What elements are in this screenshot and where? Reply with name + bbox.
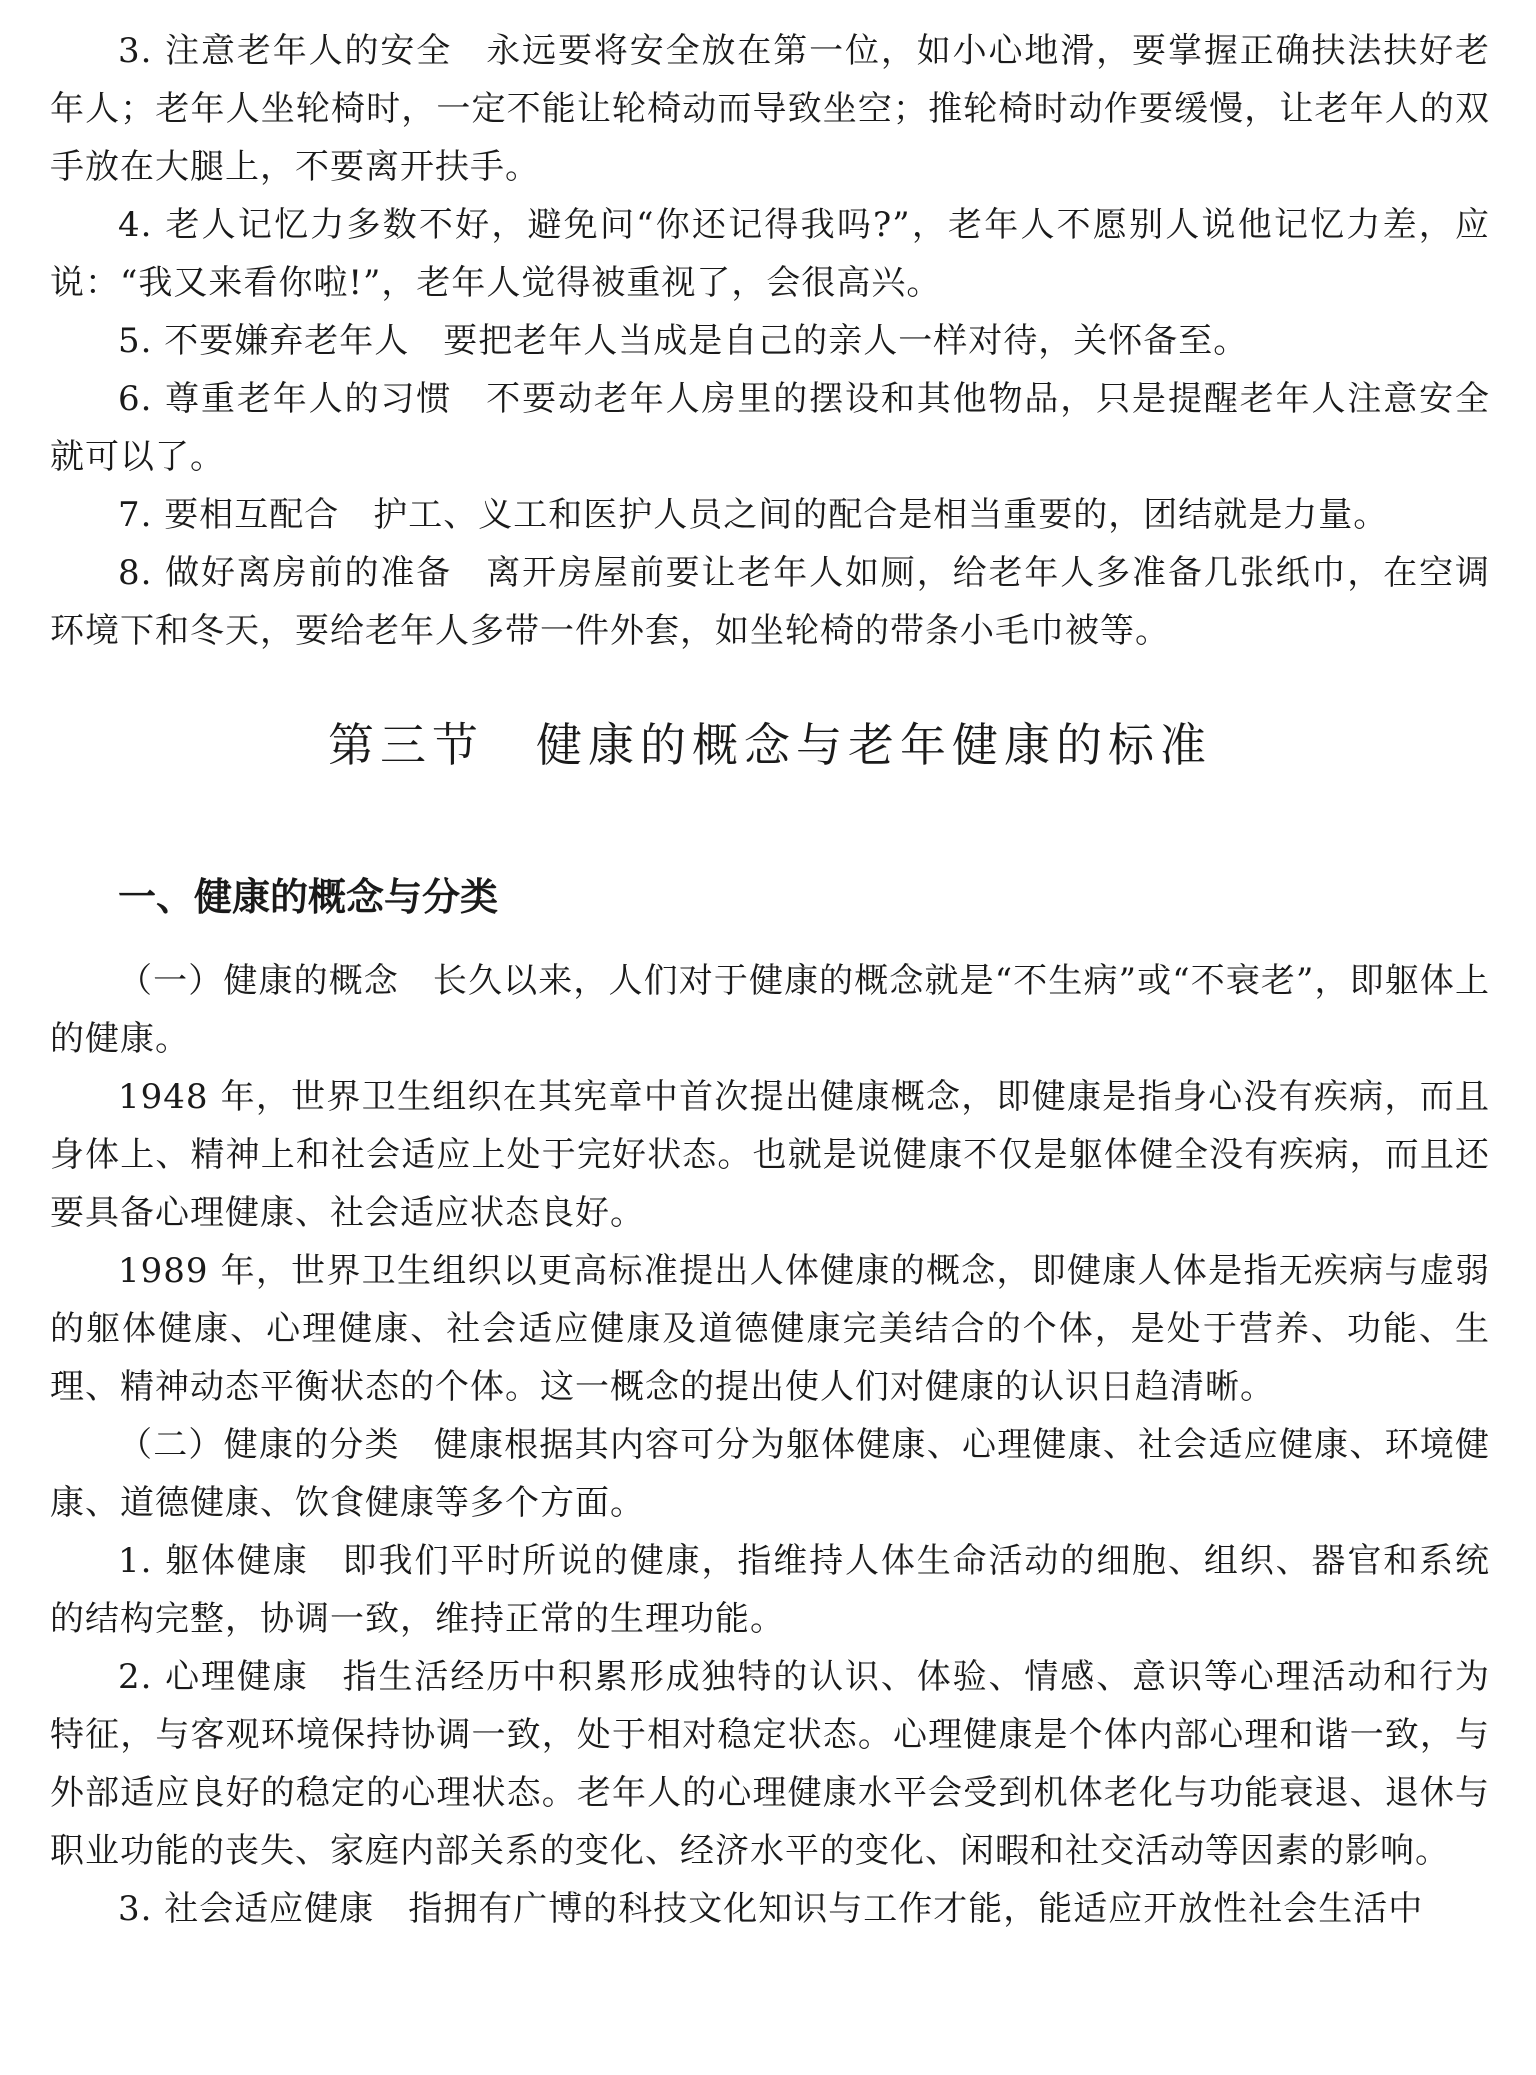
paragraph xyxy=(50,196,1490,312)
item-text: 长久以来，人们对于健康的概念就是“不生病”或“不衰老”，即躯体上的健康。 xyxy=(50,961,1490,1059)
paragraph xyxy=(50,1242,1490,1416)
care-tips-list xyxy=(50,22,1490,660)
item-lead: 7. 要相互配合 xyxy=(118,495,340,535)
item-text: 指拥有广博的科技文化知识与工作才能，能适应开放性社会生活中 xyxy=(408,1889,1424,1929)
paragraph xyxy=(50,22,1490,196)
item-text: 健康根据其内容可分为躯体健康、心理健康、社会适应健康、环境健康、道德健康、饮食健康等多个方面。 xyxy=(50,1425,1491,1523)
paragraph xyxy=(50,1068,1490,1242)
paragraph xyxy=(50,1648,1490,1880)
health-concept-body xyxy=(50,952,1490,1938)
item-text: 永远要将安全放在第一位，如小心地滑，要掌握正确扶法扶好老年人；老年人坐轮椅时，一定不能让轮椅动而导致坐空；推轮椅时动作要缓慢，让老年人的双手放在大腿上，不要离开扶手。 xyxy=(50,31,1490,187)
item-lead: 5. 不要嫌弃老年人 xyxy=(118,321,410,361)
item-lead: 6. 尊重老年人的习惯 xyxy=(118,379,453,419)
item-lead: 3. 社会适应健康 xyxy=(118,1889,375,1929)
item-text: 不要动老年人房里的摆设和其他物品，只是提醒老年人注意安全就可以了。 xyxy=(50,379,1490,477)
item-text: 即我们平时所说的健康，指维持人体生命活动的细胞、组织、器官和系统的结构完整，协调一致，维持正常的生理功能。 xyxy=(50,1541,1491,1639)
item-lead: 3. 注意老年人的安全 xyxy=(118,31,453,71)
subsection-title: 一、健康的概念与分类 xyxy=(118,875,499,919)
item-text: 1948 年，世界卫生组织在其宪章中首次提出健康概念，即健康是指身心没有疾病，而且身体上、精神上和社会适应上处于完好状态。也就是说健康不仅是躯体健全没有疾病，而且还要具备心理健康、社会适应状态良好。 xyxy=(50,1077,1490,1233)
paragraph xyxy=(50,1416,1490,1532)
item-text: 离开房屋前要让老年人如厕，给老年人多准备几张纸巾，在空调环境下和冬天，要给老年人多带一件外套，如坐轮椅的带条小毛巾被等。 xyxy=(50,553,1490,651)
paragraph xyxy=(50,952,1490,1068)
paragraph xyxy=(50,370,1490,486)
item-text: 1989 年，世界卫生组织以更高标准提出人体健康的概念，即健康人体是指无疾病与虚弱的躯体健康、心理健康、社会适应健康及道德健康完美结合的个体，是处于营养、功能、生理、精神动态平衡状态的个体。这一概念的提出使人们对健康的认识日趋清晰。 xyxy=(50,1251,1490,1407)
item-lead: 2. 心理健康 xyxy=(118,1657,309,1697)
document-page xyxy=(50,22,1490,1938)
item-text: 护工、义工和医护人员之间的配合是相当重要的，团结就是力量。 xyxy=(373,495,1389,535)
item-text: 指生活经历中积累形成独特的认识、体验、情感、意识等心理活动和行为特征，与客观环境保持协调一致，处于相对稳定状态。心理健康是个体内部心理和谐一致，与外部适应良好的稳定的心理状态。老年人的心理健康水平会受到机体老化与功能衰退、退休与职业功能的丧失、家庭内部关系的变化、经济水平的变化、闲暇和社交活动等因素的影响。 xyxy=(50,1657,1491,1871)
item-text: 要把老年人当成是自己的亲人一样对待，关怀备至。 xyxy=(443,321,1249,361)
item-text: 4. 老人记忆力多数不好，避免问“你还记得我吗?”，老年人不愿别人说他记忆力差，应说：“我又来看你啦!”，老年人觉得被重视了，会很高兴。 xyxy=(50,205,1490,303)
item-lead: （二）健康的分类 xyxy=(118,1425,400,1465)
item-lead: 8. 做好离房前的准备 xyxy=(118,553,453,593)
paragraph xyxy=(50,544,1490,660)
paragraph xyxy=(50,1880,1490,1938)
paragraph xyxy=(50,1532,1490,1648)
item-lead: （一）健康的概念 xyxy=(118,961,399,1001)
paragraph xyxy=(50,312,1490,370)
item-lead: 1. 躯体健康 xyxy=(118,1541,309,1581)
paragraph xyxy=(50,486,1490,544)
section-title: 第三节 健康的概念与老年健康的标准 xyxy=(328,718,1212,772)
